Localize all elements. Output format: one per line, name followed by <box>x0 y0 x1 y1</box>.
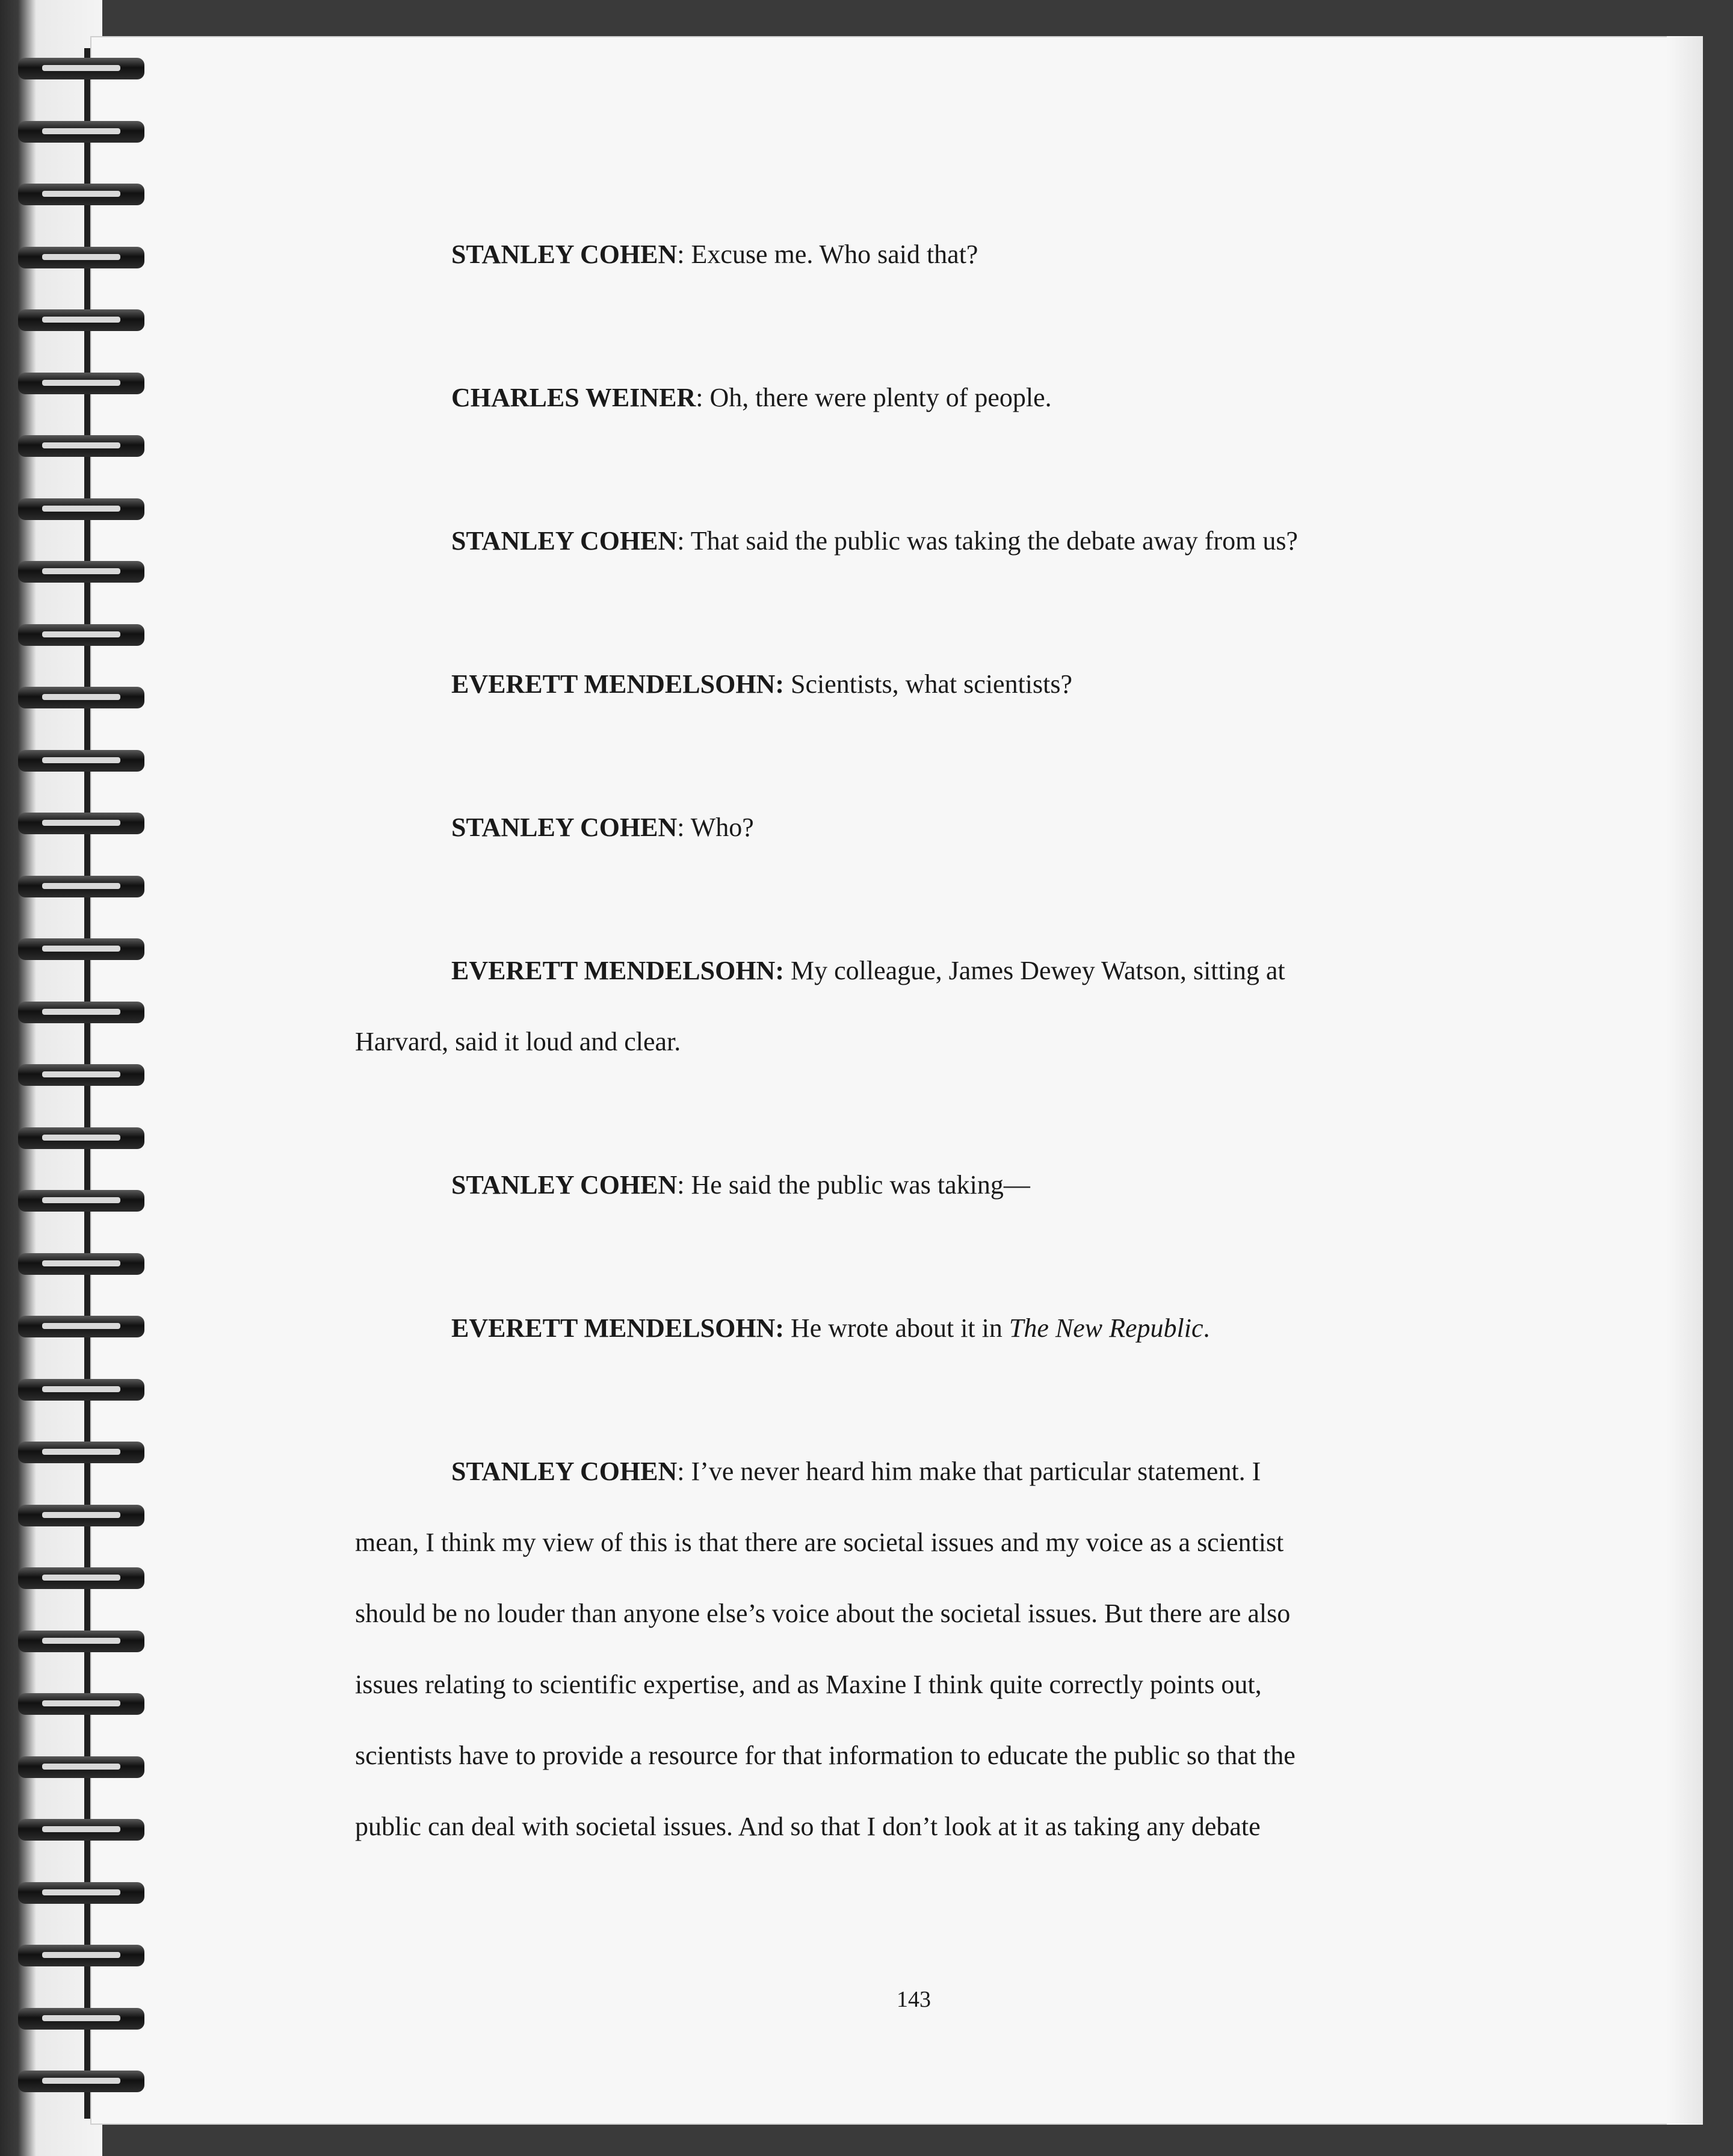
speaker-separator: : <box>677 1170 685 1200</box>
binding-coil <box>18 373 144 394</box>
binding-coil <box>18 1190 144 1212</box>
binding-coil <box>18 1819 144 1841</box>
speaker-name: CHARLES WEINER <box>451 383 696 412</box>
binding-coil <box>18 1064 144 1086</box>
utterance-line: public can deal with societal issues. And so that I don’t look at it as taking any debate <box>355 1812 1261 1841</box>
binding-coil <box>18 1567 144 1589</box>
speaker-separator: : <box>696 383 703 412</box>
exchange-9-line-2 <box>355 1507 1284 1578</box>
utterance-end: . <box>1203 1313 1210 1343</box>
speaker-name: STANLEY COHEN <box>451 1170 678 1200</box>
binding-coil <box>18 687 144 708</box>
binding-coil <box>18 121 144 143</box>
page-number: 143 <box>897 1987 931 2012</box>
exchange-9-line-4 <box>355 1649 1262 1720</box>
binding-coil <box>18 1882 144 1904</box>
binding-coil <box>18 938 144 960</box>
exchange-7 <box>451 1150 1030 1221</box>
binding-coil <box>18 1127 144 1149</box>
utterance-line: I’ve never heard him make that particular statement. I <box>684 1457 1261 1486</box>
exchange-5 <box>451 792 754 863</box>
binding-coil <box>18 1379 144 1401</box>
speaker-name: EVERETT MENDELSOHN: <box>451 956 784 985</box>
binding-coil <box>18 1756 144 1778</box>
binding-coil <box>18 184 144 205</box>
binding-coil <box>18 1316 144 1337</box>
publication-title: The New Republic <box>1009 1313 1203 1343</box>
binding-coil <box>18 1945 144 1966</box>
binding-coil <box>18 813 144 834</box>
utterance-line: He wrote about it in <box>783 1313 1009 1343</box>
utterance-line: Oh, there were plenty of people. <box>703 383 1052 412</box>
speaker-separator: : <box>677 526 685 556</box>
binding-coil <box>18 876 144 897</box>
binding-coil <box>18 247 144 268</box>
binding-coil <box>18 1505 144 1526</box>
exchange-9-line-6 <box>355 1791 1261 1862</box>
utterance-line: issues relating to scientific expertise, and as Maxine I think quite correctly points out, <box>355 1670 1262 1699</box>
binding-coil <box>18 1693 144 1715</box>
utterance-line: scientists have to provide a resource for that information to educate the public so that the <box>355 1741 1296 1770</box>
binding-coil <box>18 1253 144 1275</box>
binding-coil <box>18 750 144 772</box>
page-edge <box>1667 36 1703 2125</box>
binding-coil <box>18 1442 144 1463</box>
exchange-3 <box>451 506 1298 577</box>
binding-coil <box>18 1002 144 1023</box>
binding-coil <box>18 1631 144 1652</box>
binding-coil <box>18 435 144 457</box>
exchange-8 <box>451 1293 1210 1364</box>
binding-coil <box>18 624 144 646</box>
utterance-line: Who? <box>684 813 754 842</box>
utterance-line: mean, I think my view of this is that there are societal issues and my voice as a scientist <box>355 1528 1284 1557</box>
utterance-line: That said the public was taking the debate away from us? <box>684 526 1298 556</box>
binding-coil <box>18 498 144 520</box>
exchange-4 <box>451 649 1072 720</box>
speaker-name: STANLEY COHEN <box>451 1457 678 1486</box>
exchange-9-line-5 <box>355 1720 1296 1791</box>
exchange-1 <box>451 219 978 290</box>
utterance-line: Scientists, what scientists? <box>783 669 1073 699</box>
utterance-line: My colleague, James Dewey Watson, sitting at <box>783 956 1285 985</box>
speaker-name: EVERETT MENDELSOHN: <box>451 1313 784 1343</box>
utterance-line: should be no louder than anyone else’s voice about the societal issues. But there are also <box>355 1599 1291 1628</box>
binding-coil <box>18 2008 144 2030</box>
utterance-line: Harvard, said it loud and clear. <box>355 1027 681 1056</box>
speaker-name: EVERETT MENDELSOHN: <box>451 669 784 699</box>
binding-coil <box>18 309 144 331</box>
binding-coil <box>18 2071 144 2092</box>
utterance-line: Excuse me. Who said that? <box>684 240 978 269</box>
speaker-name: STANLEY COHEN <box>451 813 678 842</box>
exchange-9 <box>451 1436 1261 1507</box>
speaker-separator: : <box>677 813 685 842</box>
exchange-2 <box>451 362 1052 433</box>
exchange-9-line-3 <box>355 1578 1290 1649</box>
exchange-6-continuation <box>355 1006 681 1077</box>
speaker-name: STANLEY COHEN <box>451 526 678 556</box>
binding-coil <box>18 561 144 583</box>
utterance-line: He said the public was taking— <box>684 1170 1030 1200</box>
exchange-6 <box>451 935 1285 1006</box>
binding-coil <box>18 58 144 79</box>
speaker-name: STANLEY COHEN <box>451 240 678 269</box>
speaker-separator: : <box>677 240 685 269</box>
speaker-separator: : <box>677 1457 685 1486</box>
